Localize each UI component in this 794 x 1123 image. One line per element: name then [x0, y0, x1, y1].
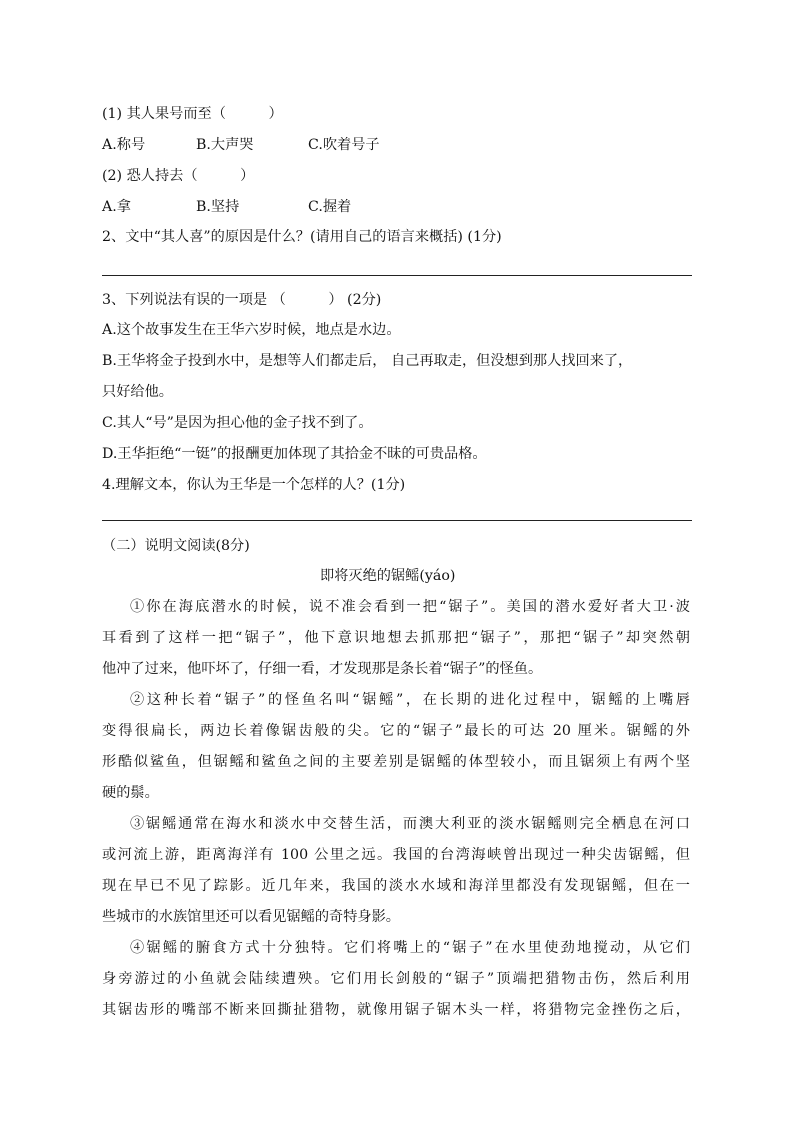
article-title: 即将灭绝的锯鳐(yáo)	[320, 568, 456, 584]
paragraph-2-line-1: ②这种长着“锯子”的怪鱼名叫“锯鳐”，在长期的进化过程中，锯鳐的上嘴唇	[130, 692, 690, 708]
paragraph-2-line-3: 形酷似鲨鱼，但锯鳐和鲨鱼之间的主要差别是锯鳐的体型较小，而且锯须上有两个坚	[102, 754, 690, 770]
answer-line-q2[interactable]	[102, 275, 692, 276]
paragraph-3-line-3: 现在早已不见了踪影。近几年来，我国的淡水水域和海洋里都没有发现锯鳐，但在一	[102, 878, 690, 894]
paragraph-3-line-1: ③锯鳐通常在海水和淡水中交替生活，而澳大利亚的淡水锯鳐则完全栖息在河口	[130, 816, 690, 832]
paragraph-1-line-2: 耳看到了这样一把“锯子”，他下意识地想去抓那把“锯子”，那把“锯子”却突然朝	[102, 630, 690, 646]
q3-option-b-cont: 只好给他。	[102, 384, 173, 400]
q1-item2-option-b: B.坚持	[196, 199, 240, 215]
q3-option-c: C.其人“号”是因为担心他的金子找不到了。	[102, 415, 373, 431]
q3-text: 3、下列说法有误的一项是 （ ） (2分)	[102, 292, 382, 308]
q4-text: 4.理解文本，你认为王华是一个怎样的人？(1分)	[102, 477, 406, 493]
paragraph-2-line-2: 变得很扁长，两边长着像锯齿般的尖。它的“锯子”最长的可达 20 厘米。锯鳐的外	[102, 723, 690, 739]
paragraph-4-line-3: 其锯齿形的嘴部不断来回撕扯猎物，就像用锯子锯木头一样，将猎物完金挫伤之后，	[102, 1002, 690, 1018]
q3-option-a: A.这个故事发生在王华六岁时候，地点是水边。	[102, 322, 401, 338]
paragraph-3-line-2: 或河流上游，距离海洋有 100 公里之远。我国的台湾海峡曾出现过一种尖齿锯鳐，但	[102, 847, 690, 863]
q3-option-b: B.王华将金子投到水中，是想等人们都走后， 自己再取走，但没想到那人找回来了，	[102, 353, 633, 369]
section-heading: （二）说明文阅读(8分)	[102, 538, 250, 554]
q2-text: 2、文中“其人喜”的原因是什么？(请用自己的语言来概括) (1分)	[102, 229, 502, 245]
paragraph-2-line-4: 硬的鬃。	[102, 785, 159, 801]
q1-item1-option-c: C.吹着号子	[308, 137, 380, 153]
paragraph-1-line-3: 他冲了过来，他吓坏了，仔细一看，才发现那是条长着“锯子”的怪鱼。	[102, 661, 543, 677]
q3-option-d: D.王华拒绝“一铤”的报酬更加体现了其拾金不昧的可贵品格。	[102, 446, 487, 462]
paragraph-3-line-4: 些城市的水族馆里还可以看见锯鳐的奇特身影。	[102, 909, 400, 925]
q1-item1: (1) 其人果号而至（ ）	[102, 106, 283, 122]
paragraph-4-line-2: 身旁游过的小鱼就会陆续遭殃。它们用长剑般的“锯子”顶端把猎物击伤，然后利用	[102, 971, 690, 987]
q1-item2-option-c: C.握着	[308, 199, 352, 215]
answer-line-q4[interactable]	[102, 520, 692, 521]
q1-item2-options	[102, 197, 502, 217]
paragraph-1-line-1: ①你在海底潜水的时候，说不准会看到一把“锯子”。美国的潜水爱好者大卫·波	[130, 599, 690, 615]
q1-item2-option-a: A.拿	[102, 199, 131, 215]
q1-item1-option-b: B.大声哭	[196, 137, 254, 153]
q1-item2: (2) 恐人持去（ ）	[102, 168, 255, 184]
q1-item1-options	[102, 135, 502, 155]
q1-item1-option-a: A.称号	[102, 137, 146, 153]
paragraph-4-line-1: ④锯鳐的腑食方式十分独特。它们将嘴上的“锯子”在水里使劲地搅动，从它们	[130, 940, 690, 956]
